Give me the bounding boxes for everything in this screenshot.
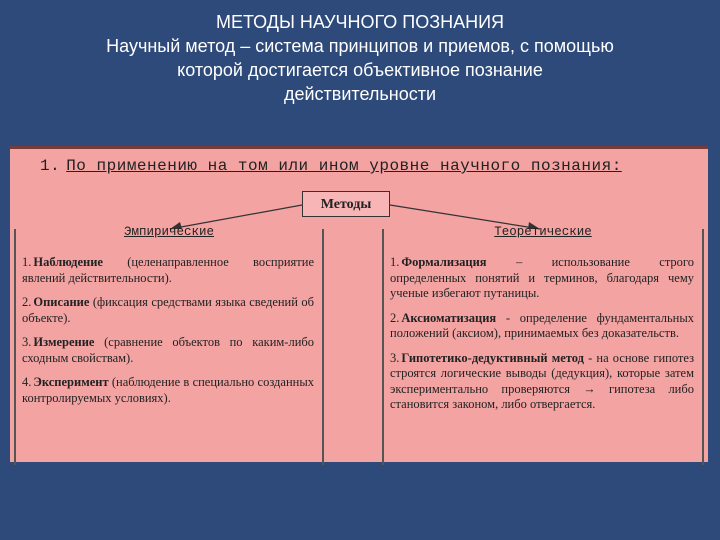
slide-title-line3: которой достигается объективное познание — [177, 60, 543, 80]
methods-root-node: Методы — [302, 191, 390, 217]
empirical-item: 2. Описание (фиксация средствами языка сведений об объекте). — [22, 295, 314, 325]
empirical-item: 4. Эксперимент (наблюдение в специально созданных контролируемых условиях). — [22, 375, 314, 405]
empirical-title: Эмпирические — [123, 225, 214, 239]
heading-text: По применению на том или ином уровне научного познания: — [66, 157, 622, 175]
theoretical-item: 2. Аксиоматизация - определение фундаментальных положений (аксиом), принимаемых без доказательств. — [390, 310, 694, 340]
theoretical-title: Теоретические — [494, 225, 592, 239]
methods-diagram-panel — [10, 146, 708, 462]
empirical-item: 1. Наблюдение (целенаправленное восприятие явлений действительности). — [22, 255, 315, 285]
empirical-column — [14, 225, 324, 465]
theoretical-item: 1. Формализация – использование строго определенных понятий и терминов, благодаря чему ученые избегают путаницы. — [390, 255, 694, 300]
slide-title — [0, 10, 720, 106]
theoretical-column — [382, 225, 704, 465]
slide-title-line4: действительности — [283, 84, 436, 104]
slide-title-line1: МЕТОДЫ НАУЧНОГО ПОЗНАНИЯ — [215, 12, 505, 32]
slide-title-line2: Научный метод – система принципов и приемов, с помощью — [106, 36, 614, 56]
empirical-item: 3. Измерение (сравнение объектов по каким-либо сходным свойствам). — [22, 335, 314, 365]
theoretical-item: 3. Гипотетико-дедуктивный метод - на основе гипотез строятся логические выводы (дедукция), которые затем экспериментально проверяются → гипотеза либо становится законом, либо отвергается. — [390, 350, 695, 411]
heading-number: 1. — [40, 157, 61, 175]
